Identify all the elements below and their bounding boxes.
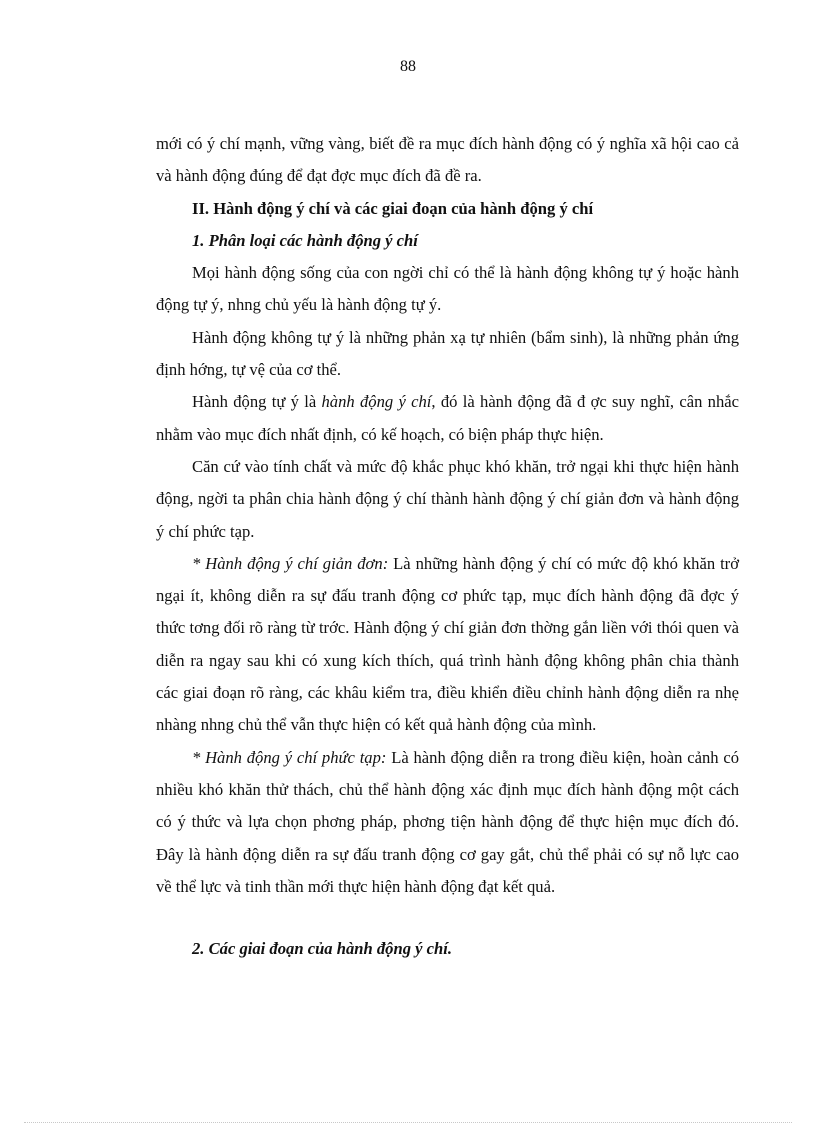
paragraph-continuation: mới có ý chí mạnh, vững vàng, biết đề ra mục đích hành động có ý nghĩa xã hội cao cả và hành động đúng để đạt đợc mục đích đã đề ra.	[156, 134, 739, 186]
page-number: 88	[400, 58, 416, 75]
paragraph-3-emphasis: hành động ý chí	[321, 392, 432, 412]
subsection-heading-1: 1. Phân loại các hành động ý chí	[192, 230, 418, 250]
paragraph-3-lead: Hành động tự ý là	[192, 392, 322, 412]
paragraph-5-term: * Hành động ý chí giản đơn:	[192, 553, 389, 573]
section-heading: II. Hành động ý chí và các giai đoạn của hành động ý chí	[192, 198, 594, 218]
subsection-heading-2: 2. Các giai đoạn của hành động ý chí.	[192, 939, 453, 959]
paragraph-3	[156, 386, 739, 451]
section-gap	[156, 903, 739, 933]
paragraph-5	[156, 548, 739, 742]
paragraph-4: Căn cứ vào tính chất và mức độ khắc phục khó khăn, trở ngại khi thực hiện hành động, ngời ta phân chia hành động ý chí thành hành động ý chí giản đơn và hành động ý chí phức tạp.	[156, 456, 739, 541]
paragraph-2: Hành động không tự ý là những phản xạ tự nhiên (bẩm sinh), là những phản ứng định hớng, tự vệ của cơ thể.	[156, 327, 739, 380]
document-body	[156, 128, 739, 965]
paragraph-6-term: * Hành động ý chí phức tạp:	[192, 747, 387, 767]
paragraph-6-text: Là hành động diễn ra trong điều kiện, hoàn cảnh có nhiều khó khăn thử thách, chủ thể hành động xác định mục đích hành động một cách có ý thức và lựa chọn phơng pháp, phơng tiện hành động để thực hiện mục đích đó. Đây là hành động diễn ra sự đấu tranh động cơ gay gắt, chủ thể phải có sự nỗ lực cao về thể lực và tinh thần mới thực hiện hành động đạt kết quả.	[156, 747, 739, 896]
paragraph-6	[156, 742, 739, 903]
paragraph-1: Mọi hành động sống của con ngời chỉ có thể là hành động không tự ý hoặc hành động tự ý, nhng chủ yếu là hành động tự ý.	[156, 263, 739, 315]
paragraph-5-text: Là những hành động ý chí có mức độ khó khăn trở ngại ít, không diễn ra sự đấu tranh động cơ phức tạp, mục đích hành động đã đợc ý thức tơng đối rõ ràng từ trớc. Hành động ý chí giản đơn thờng gắn liền với thói quen và diễn ra ngay sau khi có xung kích thích, quá trình hành động không phân chia thành các giai đoạn rõ ràng, các khâu kiểm tra, điều khiển điều chỉnh hành động diễn ra nhẹ nhàng nhng chủ thể vẫn thực hiện có kết quả hành động của mình.	[156, 553, 739, 735]
paragraph-3-rest: , đó là hành động đã đ ợc suy nghĩ, cân nhắc nhằm vào mục đích nhất định, có kế hoạch, có biện pháp thực hiện.	[156, 392, 739, 444]
